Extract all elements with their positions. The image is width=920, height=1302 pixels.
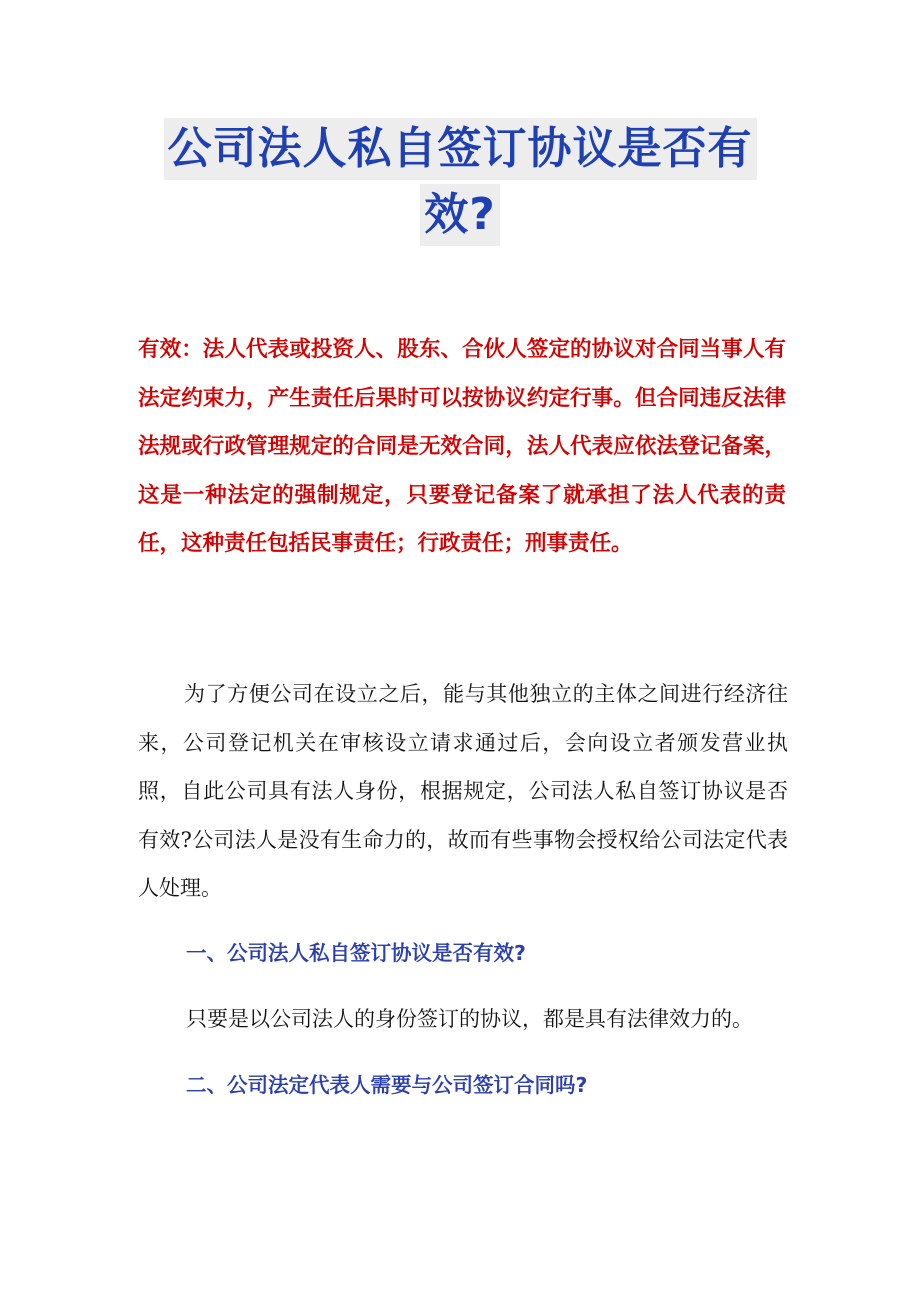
summary-paragraph: 有效：法人代表或投资人、股东、合伙人签定的协议对合同当事人有法定约束力，产生责任后果时可以按协议约定行事。但合同违反法律法规或行政管理规定的合同是无效合同，法人代表应依法登记备案，这是一种法定的强制规定，只要登记备案了就承担了法人代表的责任，这种责任包括民事责任；行政责任；刑事责任。 [138, 337, 786, 556]
section-1-heading: 一、公司法人私自签订协议是否有效? [186, 941, 526, 965]
section-2-heading: 二、公司法定代表人需要与公司签订合同吗? [186, 1073, 588, 1097]
document-title [0, 118, 920, 246]
section-1-answer: 只要是以公司法人的身份签订的协议，都是具有法律效力的。 [186, 1007, 753, 1031]
intro-paragraph: 为了方便公司在设立之后，能与其他独立的主体之间进行经济往来，公司登记机关在审核设立请求通过后，会向设立者颁发营业执照，自此公司具有法人身份，根据规定，公司法人私自签订协议是否有效?公司法人是没有生命力的，故而有些事物会授权给公司法定代表人处理。 [138, 682, 788, 900]
title-line-2: 效? [420, 184, 500, 246]
title-line-1: 公司法人私自签订协议是否有 [164, 118, 757, 180]
